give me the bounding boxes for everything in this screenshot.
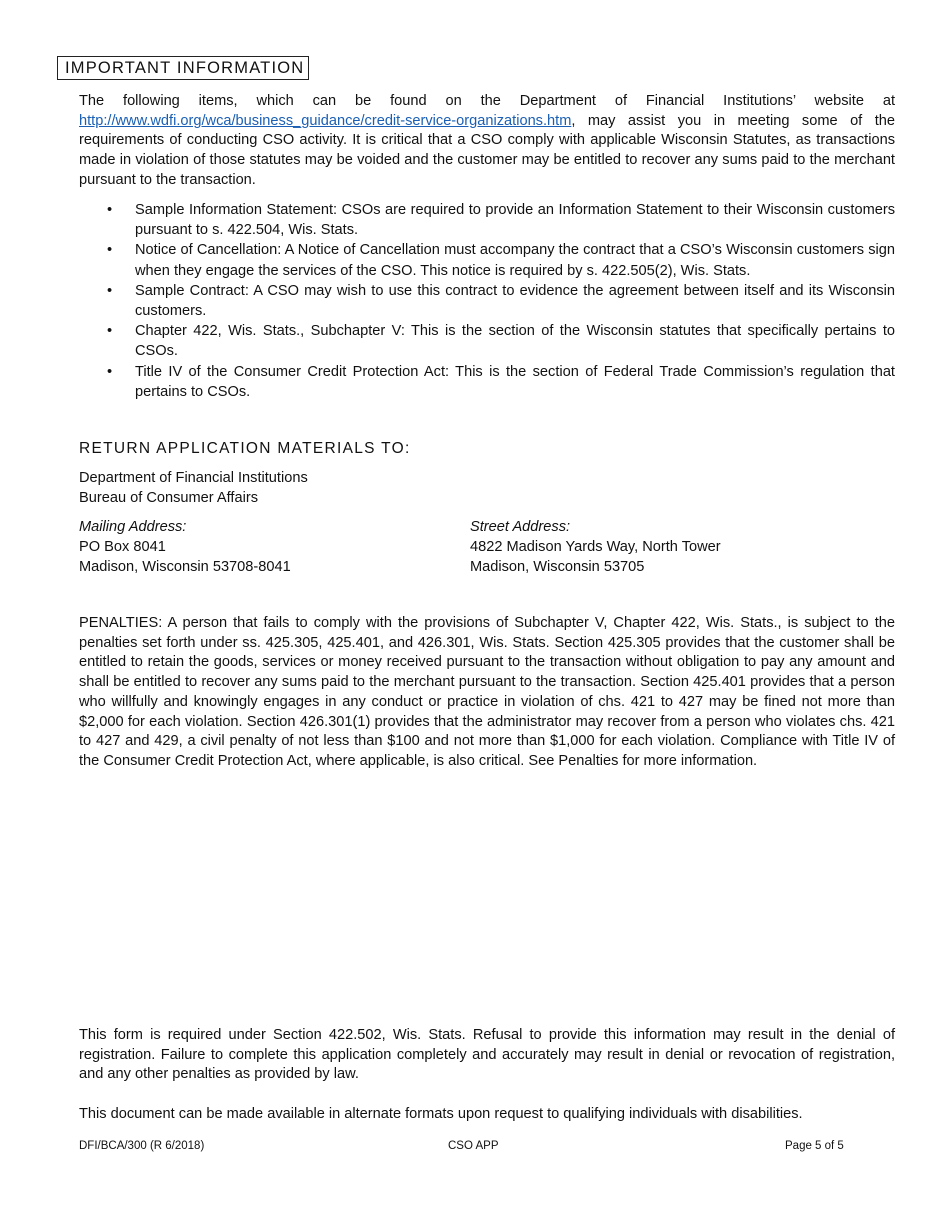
mailing-address-line1: PO Box 8041	[79, 538, 166, 555]
organization-name: Department of Financial Institutions	[79, 470, 308, 486]
mailing-address-block	[79, 518, 291, 577]
street-address-line1: 4822 Madison Yards Way, North Tower	[470, 538, 721, 555]
intro-text-after-link: , may assist you in meeting some of the requirements of conducting CSO activity. It is critical that a CSO comply with applicable Wisconsin Statutes, as transactions made in violation of those statutes may be voided and the customer may be entitled to recover any sums paid to the merchant pursuant to the transaction.	[79, 112, 895, 188]
bullet: •	[107, 202, 113, 218]
important-information-heading: IMPORTANT INFORMATION	[57, 56, 309, 80]
footer-form-id: DFI/BCA/300 (R 6/2018)	[79, 1140, 205, 1152]
dfi-website-link[interactable]: http://www.wdfi.org/wca/business_guidance/credit-service-organizations.htm	[79, 112, 572, 129]
required-notice-paragraph: This form is required under Section 422.502, Wis. Stats. Refusal to provide this information may result in the denial of registration. Failure to complete this application completely and accurately may result in denial or revocation of registration, and any other penalties as provided by law.	[79, 1027, 895, 1083]
list-item	[79, 200, 895, 240]
intro-text-before-link: The following items, which can be found on the Department of Financial Institutions’ website at	[79, 93, 895, 109]
bullet: •	[107, 323, 113, 340]
mailing-address-label: Mailing Address:	[79, 519, 187, 535]
list-item-text: Notice of Cancellation: A Notice of Cancellation must accompany the contract that a CSO’s Wisconsin customers sign when they engage the services of the CSO. This notice is required by s. 422.505(2), Wis. Stats.	[135, 242, 895, 279]
intro-paragraph	[79, 92, 895, 191]
organization-block	[79, 469, 308, 509]
street-address-label: Street Address:	[470, 519, 571, 535]
list-item	[79, 281, 895, 321]
street-address-line2: Madison, Wisconsin 53705	[470, 558, 645, 575]
list-item-text: Sample Contract: A CSO may wish to use this contract to evidence the agreement between itself and its Wisconsin customers.	[135, 282, 895, 320]
street-address-block	[470, 518, 721, 577]
bullet: •	[107, 282, 113, 299]
list-item-text: Sample Information Statement: CSOs are required to provide an Information Statement to their Wisconsin customers pursuant to s. 422.504, Wis. Stats.	[135, 202, 895, 239]
bullet: •	[107, 363, 113, 380]
list-item	[79, 362, 895, 402]
footer-page-number: Page 5 of 5	[785, 1140, 844, 1152]
penalties-paragraph: PENALTIES: A person that fails to comply with the provisions of Subchapter V, Chapter 422, Wis. Stats., is subject to the penalties set forth under ss. 425.305, 425.401, and 426.301, Wis. Stats. Section 425.305 provides that the customer shall be entitled to retain the goods, services or money received pursuant to the transaction without obligation to pay any amount and shall be entitled to recover any sums paid to the merchant pursuant to the transaction. Section 425.401 provides that a person who willfully and knowingly engages in any conduct or practice in violation of chs. 421 to 427 may be fined not more than $2,000 for each violation. Section 426.301(1) provides that the administrator may recover from a person who violates chs. 421 to 427 and 429, a civil penalty of not less than $100 and not more than $1,000 for each violation. Compliance with Title IV of the Consumer Credit Protection Act, where applicable, is also critical. See Penalties for more information.	[79, 615, 895, 769]
mailing-address-line2: Madison, Wisconsin 53708-8041	[79, 558, 291, 575]
list-item	[79, 321, 895, 361]
return-materials-heading: RETURN APPLICATION MATERIALS TO:	[79, 440, 411, 457]
accessibility-notice: This document can be made available in alternate formats upon request to qualifying individuals with disabilities.	[79, 1106, 803, 1122]
bureau-name: Bureau of Consumer Affairs	[79, 489, 259, 506]
list-item	[79, 240, 895, 280]
list-item-text: Chapter 422, Wis. Stats., Subchapter V: This is the section of the Wisconsin statutes that specifically pertains to CSOs.	[135, 323, 895, 360]
list-item-text: Title IV of the Consumer Credit Protection Act: This is the section of Federal Trade Commission’s regulation that pertains to CSOs.	[135, 363, 895, 400]
footer-form-title: CSO APP	[448, 1140, 499, 1152]
resource-list	[79, 200, 895, 402]
bullet: •	[107, 242, 113, 259]
